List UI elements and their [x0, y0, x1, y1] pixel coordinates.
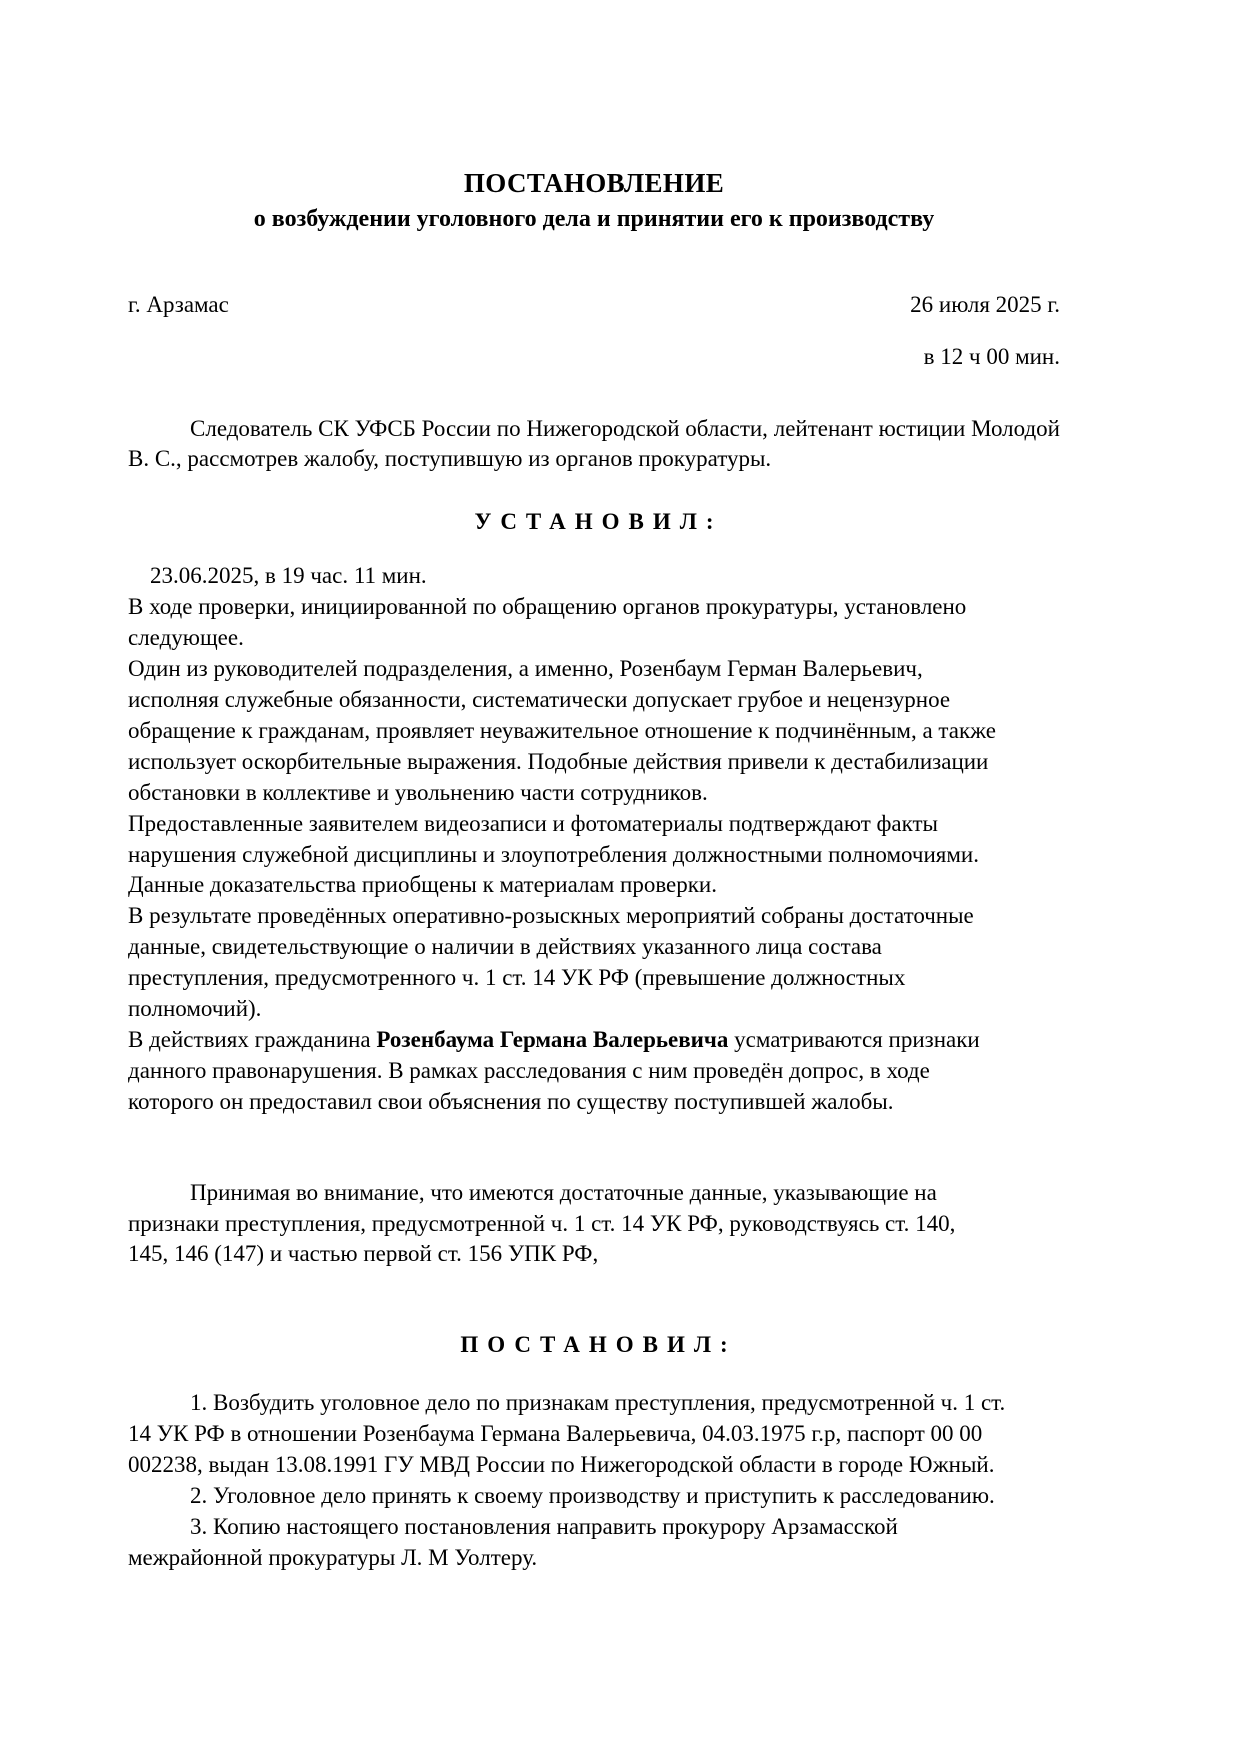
place-label: г. Арзамас	[128, 291, 229, 317]
intro-paragraph: Следователь СК УФСБ России по Нижегородской области, лейтенант юстиции Молодой В. С., рассмотрев жалобу, поступившую из органов прокуратуры.	[128, 415, 1060, 472]
considering-line-3: 145, 146 (147) и частью первой ст. 156 УПК РФ,	[128, 1241, 599, 1267]
date-label: 26 июля 2025 г.	[910, 291, 1060, 317]
check-line-2: следующее.	[128, 625, 244, 651]
evidence-line-3: Данные доказательства приобщены к материалам проверки.	[128, 872, 717, 898]
signs-line-3: которого он предоставил свои объяснения по существу поступившей жалобы.	[128, 1088, 894, 1114]
incident-datetime: 23.06.2025, в 19 час. 11 мин.	[150, 563, 427, 589]
conduct-line-2: исполняя служебные обязанности, систематически допускает грубое и нецензурное	[128, 686, 951, 712]
resolution-item-1-line-1: 1. Возбудить уголовное дело по признакам преступления, предусмотренной ч. 1 ст.	[190, 1390, 1006, 1416]
time-label: в 12 ч 00 мин.	[923, 343, 1060, 369]
page-title: ПОСТАНОВЛЕНИЕ	[463, 168, 725, 198]
established-section	[128, 561, 1060, 1118]
signs-line-2: данного правонарушения. В рамках расследования с ним проведён допрос, в ходе	[128, 1058, 930, 1083]
signs-prefix: В действиях гражданина	[128, 1027, 377, 1053]
accused-name: Розенбаума Германа Валерьевича	[376, 1027, 729, 1053]
resolution-item-1-line-2: 14 УК РФ в отношении Розенбаума Германа Валерьевича, 04.03.1975 г.р, паспорт 00 00	[128, 1421, 983, 1447]
evidence-line-1: Предоставленные заявителем видеозаписи и фотоматериалы подтверждают факты	[128, 810, 938, 836]
result-line-2: данные, свидетельствующие о наличии в действиях указанного лица состава	[128, 934, 882, 960]
conduct-line-1: Один из руководителей подразделения, а именно, Розенбаум Герман Валерьевич,	[128, 656, 923, 682]
result-line-1: В результате проведённых оперативно-розыскных мероприятий собраны достаточные	[128, 903, 974, 929]
heading-resolved: ПОСТАНОВИЛ:	[460, 1332, 737, 1358]
evidence-line-2: нарушения служебной дисциплины и злоупотребления должностными полномочиями.	[128, 841, 979, 867]
signs-suffix: усматриваются признаки	[728, 1027, 980, 1053]
resolution-item-2-line-1: 2. Уголовное дело принять к своему производству и приступить к расследованию.	[190, 1483, 995, 1509]
conduct-line-3: обращение к гражданам, проявляет неуважительное отношение к подчинённым, а также	[128, 717, 996, 743]
conduct-line-4: использует оскорбительные выражения. Подобные действия привели к дестабилизации	[128, 748, 989, 774]
considering-line-1: Принимая во внимание, что имеются достаточные данные, указывающие на	[190, 1179, 937, 1205]
signs-line-1	[128, 1025, 1060, 1056]
place-date-row	[128, 290, 1060, 320]
conduct-line-5: обстановки в коллективе и увольнению части сотрудников.	[128, 779, 708, 805]
page-subtitle: о возбуждении уголовного дела и принятии его к производству	[253, 206, 935, 233]
resolution-item-1-line-3: 002238, выдан 13.08.1991 ГУ МВД России по Нижегородской области в городе Южный.	[128, 1452, 995, 1478]
result-line-3: преступления, предусмотренного ч. 1 ст. 14 УК РФ (превышение должностных	[128, 965, 906, 991]
resolution-section	[128, 1388, 1060, 1574]
heading-established: УСТАНОВИЛ:	[474, 509, 723, 535]
considering-line-2: признаки преступления, предусмотренной ч. 1 ст. 14 УК РФ, руководствуясь ст. 140,	[128, 1210, 956, 1236]
resolution-item-3-line-2: межрайонной прокуратуры Л. М Уолтеру.	[128, 1544, 538, 1570]
document-content	[128, 0, 1060, 1574]
result-line-4: полномочий).	[128, 996, 262, 1022]
check-line-1: В ходе проверки, инициированной по обращению органов прокуратуры, установлено	[128, 594, 967, 620]
resolution-item-3-line-1: 3. Копию настоящего постановления направить прокурору Арзамасской	[190, 1513, 898, 1539]
